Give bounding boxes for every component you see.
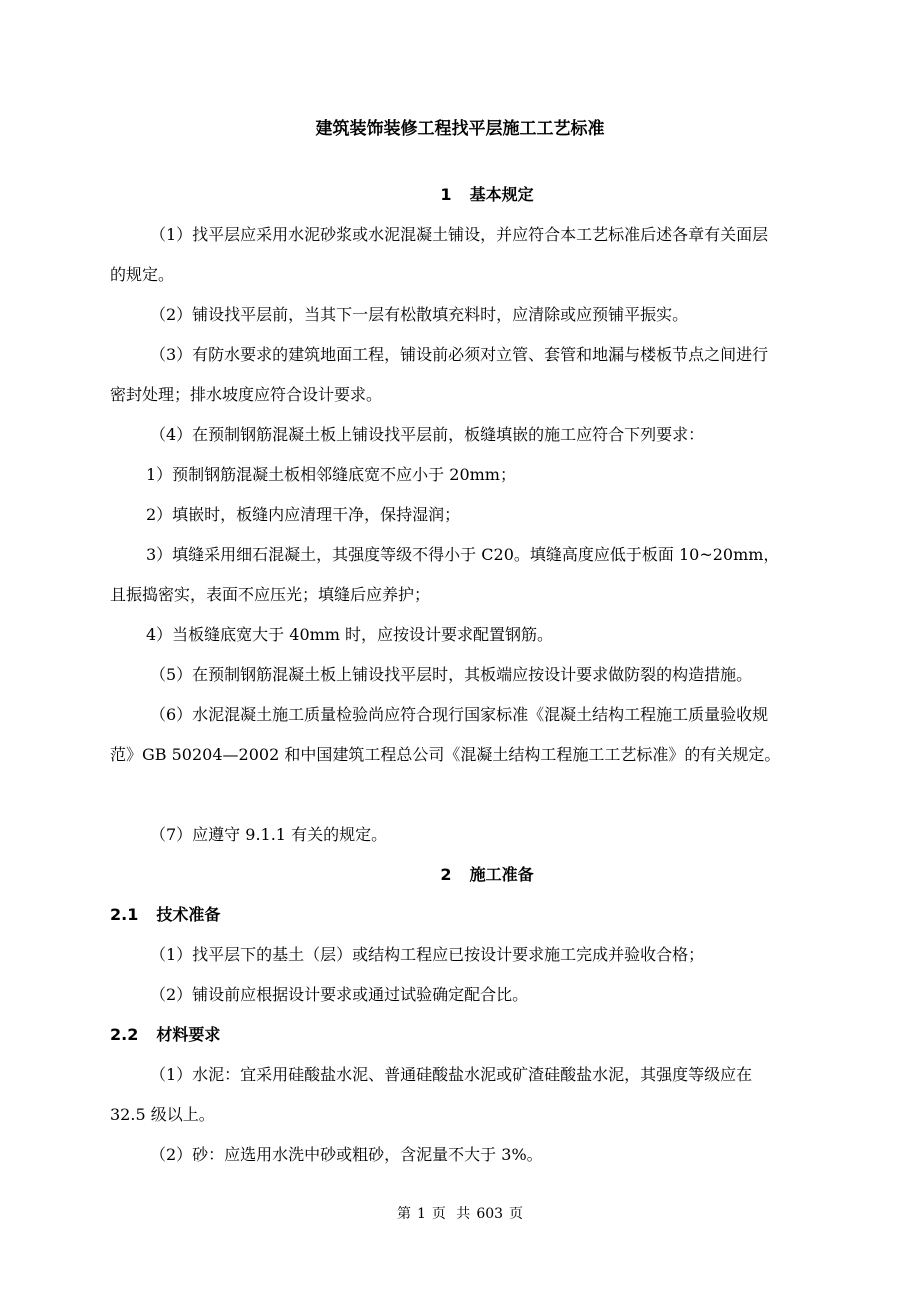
list-item-4-3-line-2: 且振捣密实，表面不应压光；填缝后应养护； [110, 585, 431, 604]
subsection-2-2-number: 2.2 [110, 1025, 139, 1044]
subsection-2-1-heading [110, 902, 864, 942]
page-footer [0, 1204, 920, 1224]
subsection-2-2-paragraph-2: （2）砂：应选用水洗中砂或粗砂，含泥量不大于 3%。 [150, 1145, 543, 1164]
paragraph-6-line-2: 范》GB 50204—2002 和中国建筑工程总公司《混凝土结构工程施工工艺标准》的有关规定。 [110, 745, 781, 764]
subsection-2-2-heading [110, 1022, 864, 1062]
paragraph-6-line-1: （6）水泥混凝土施工质量检验尚应符合现行国家标准《混凝土结构工程施工质量验收规 [150, 705, 769, 724]
section-1-number: 1 [440, 185, 452, 204]
subsection-2-1-paragraph-2: （2）铺设前应根据设计要求或通过试验确定配合比。 [150, 985, 529, 1004]
paragraph-3-line-1: （3）有防水要求的建筑地面工程，铺设前必须对立管、套管和地漏与楼板节点之间进行 [150, 345, 769, 364]
footer-prefix: 第 [396, 1206, 411, 1222]
document-body [110, 182, 864, 1182]
list-item-4-1: 1）预制钢筋混凝土板相邻缝底宽不应小于 20mm； [146, 465, 516, 484]
paragraph-1-line-2: 的规定。 [110, 265, 175, 284]
subsection-2-1-title: 技术准备 [156, 905, 221, 924]
section-2-heading [110, 862, 864, 902]
paragraph-1-line-1: （1）找平层应采用水泥砂浆或水泥混凝土铺设，并应符合本工艺标准后述各章有关面层 [150, 225, 769, 244]
section-2-title: 施工准备 [469, 865, 534, 884]
blank-line [110, 782, 864, 822]
subsection-2-1-paragraph-1: （1）找平层下的基土（层）或结构工程应已按设计要求施工完成并验收合格； [150, 945, 705, 964]
paragraph-3-line-2: 密封处理；排水坡度应符合设计要求。 [110, 385, 383, 404]
paragraph-7: （7）应遵守 9.1.1 有关的规定。 [150, 825, 388, 844]
subsection-2-2-paragraph-1-line-2: 32.5 级以上。 [110, 1105, 215, 1124]
section-1-heading [110, 182, 864, 222]
footer-suffix: 页 [509, 1206, 524, 1222]
paragraph-2: （2）铺设找平层前，当其下一层有松散填充料时，应清除或应预铺平振实。 [150, 305, 689, 324]
subsection-2-2-title: 材料要求 [156, 1025, 221, 1044]
subsection-2-2-paragraph-1-line-1: （1）水泥：宜采用硅酸盐水泥、普通硅酸盐水泥或矿渣硅酸盐水泥，其强度等级应在 [150, 1065, 753, 1084]
section-2-number: 2 [440, 865, 452, 884]
footer-page-number: 1 [416, 1206, 426, 1222]
section-1-title: 基本规定 [469, 185, 534, 204]
document-title: 建筑装饰装修工程找平层施工工艺标准 [315, 119, 605, 139]
paragraph-4: （4）在预制钢筋混凝土板上铺设找平层前，板缝填嵌的施工应符合下列要求： [150, 425, 705, 444]
list-item-4-2: 2）填嵌时，板缝内应清理干净，保持湿润； [146, 505, 461, 524]
footer-middle: 页 共 [431, 1206, 471, 1222]
list-item-4-4: 4）当板缝底宽大于 40mm 时，应按设计要求配置钢筋。 [146, 625, 554, 644]
paragraph-5: （5）在预制钢筋混凝土板上铺设找平层时，其板端应按设计要求做防裂的构造措施。 [150, 665, 753, 684]
list-item-4-3-line-1: 3）填缝采用细石混凝土，其强度等级不得小于 C20。填缝高度应低于板面 10~20mm， [146, 545, 780, 564]
subsection-2-1-number: 2.1 [110, 905, 139, 924]
footer-total-pages: 603 [476, 1206, 504, 1222]
